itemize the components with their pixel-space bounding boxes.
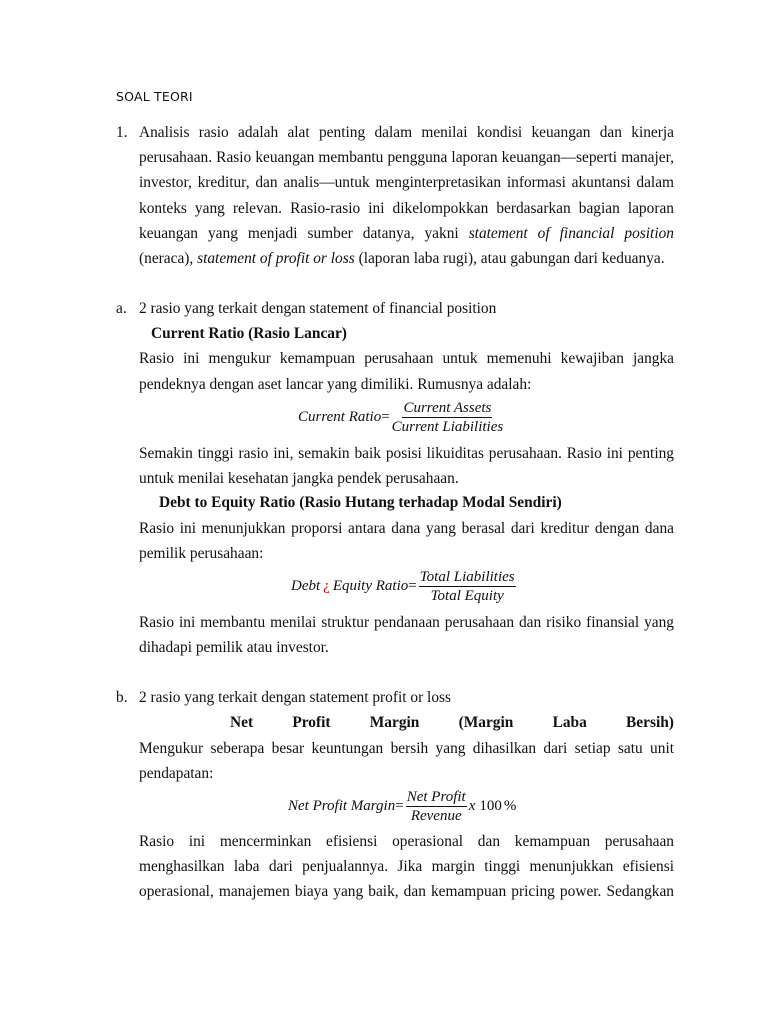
section-a-label: a.: [116, 300, 127, 317]
der-desc: Rasio ini menunjukkan proporsi antara dana yang berasal dari kreditur dengan dana: [139, 520, 674, 537]
question-1-paragraph: [139, 120, 674, 271]
q1-line: akuntansi dalam konteks yang relevan. Rasio-rasio ini dikelompokkan berdasarkan: [139, 174, 674, 217]
formula-equals: =: [381, 409, 390, 425]
current-ratio-formula: [298, 400, 505, 435]
der-explanation: dihadapi pemilik atau investor.: [139, 639, 329, 656]
question-number: 1.: [116, 124, 128, 141]
formula-symbol: ¿: [323, 578, 330, 594]
q1-line: manajer, investor, kreditur, dan analis—untuk menginterpretasikan informasi: [139, 149, 674, 192]
npm-title-word: (Margin: [458, 714, 514, 731]
formula-numerator: Current Assets: [403, 400, 492, 416]
formula-denominator: Current Liabilities: [391, 419, 504, 435]
npm-title-word: Laba: [552, 714, 587, 731]
formula-lhs: Net Profit Margin: [288, 798, 396, 814]
formula-numerator: Net Profit: [406, 789, 466, 805]
section-a-intro: 2 rasio yang terkait dengan statement of financial position: [139, 300, 497, 317]
formula-lhs: Current Ratio: [298, 409, 382, 425]
formula-constant: 100: [479, 798, 502, 814]
q1-line: (neraca),: [139, 250, 198, 268]
npm-formula: [288, 789, 516, 824]
der-desc: pemilik perusahaan:: [139, 545, 264, 562]
q1-italic-term: position: [624, 224, 674, 242]
formula-fraction: [419, 569, 516, 604]
formula-lhs: Equity Ratio: [332, 578, 409, 594]
formula-percent: %: [503, 798, 517, 814]
npm-desc: pendapatan:: [139, 765, 214, 782]
npm-desc: Mengukur seberapa besar keuntungan bersih yang dihasilkan dari setiap satu unit: [139, 740, 674, 757]
npm-title: [230, 714, 674, 732]
q1-line: bagian laporan keuangan yang menjadi sumber datanya, yakni: [139, 199, 674, 242]
q1-line: (laporan laba rugi), atau gabungan dari: [354, 250, 598, 268]
npm-explanation: Rasio ini mencerminkan efisiensi operasional dan kemampuan perusahaan: [139, 833, 674, 850]
der-title: Debt to Equity Ratio (Rasio Hutang terhadap Modal Sendiri): [159, 494, 562, 511]
formula-denominator: Total Equity: [430, 588, 504, 604]
current-ratio-explanation: Semakin tinggi rasio ini, semakin baik posisi likuiditas perusahaan. Rasio ini penting: [139, 445, 674, 462]
current-ratio-title: Current Ratio (Rasio Lancar): [151, 325, 347, 342]
formula-equals: =: [395, 798, 404, 814]
npm-title-word: Net: [230, 714, 254, 731]
npm-explanation: operasional, manajemen biaya yang baik, dan kemampuan pricing power. Sedangkan: [139, 883, 674, 900]
npm-title-word: Profit: [292, 714, 331, 731]
npm-title-word: Margin: [369, 714, 420, 731]
q1-italic-term: statement of financial: [468, 224, 615, 242]
formula-lhs: Debt: [291, 578, 321, 594]
formula-equals: =: [408, 578, 417, 594]
formula-fraction: [392, 400, 504, 435]
der-explanation: Rasio ini membantu menilai struktur pendanaan perusahaan dan risiko finansial yang: [139, 614, 674, 631]
section-b-intro: 2 rasio yang terkait dengan statement profit or loss: [139, 689, 452, 706]
current-ratio-desc: pendeknya dengan aset lancar yang dimiliki. Rumusnya adalah:: [139, 376, 532, 393]
formula-numerator: Total Liabilities: [419, 569, 515, 585]
q1-line: keduanya.: [601, 250, 665, 268]
q1-line: Analisis rasio adalah alat penting dalam menilai kondisi keuangan dan kinerja: [139, 124, 674, 141]
q1-italic-term: statement of profit or loss: [197, 250, 355, 268]
formula-denominator: Revenue: [410, 808, 462, 824]
npm-explanation: menghasilkan laba dari penjualannya. Jika margin tinggi menunjukkan efisiensi: [139, 858, 674, 875]
page-heading: SOAL TEORI: [116, 89, 193, 104]
current-ratio-desc: Rasio ini mengukur kemampuan perusahaan untuk memenuhi kewajiban jangka: [139, 350, 674, 367]
formula-multiply: x: [468, 798, 476, 814]
der-formula: [291, 569, 518, 604]
section-b-label: b.: [116, 689, 128, 706]
formula-fraction: [406, 789, 467, 824]
current-ratio-explanation: untuk menilai kesehatan jangka pendek perusahaan.: [139, 470, 459, 487]
q1-line: perusahaan. Rasio keuangan membantu pengguna laporan keuangan—seperti: [139, 149, 618, 167]
npm-title-word: Bersih): [626, 714, 674, 731]
